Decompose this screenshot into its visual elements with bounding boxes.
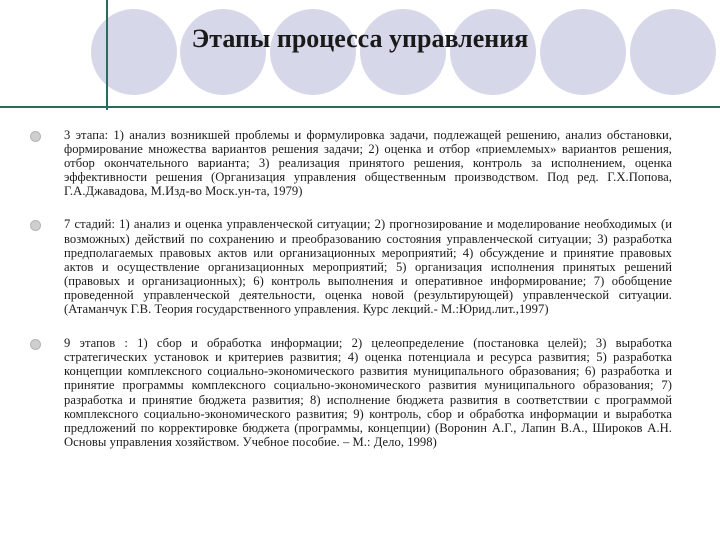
list-item <box>30 217 672 316</box>
bullet-icon <box>30 339 41 350</box>
header-decoration <box>0 0 720 120</box>
bullet-icon <box>30 131 41 142</box>
list-item-text: 7 стадий: 1) анализ и оценка управленческой ситуации; 2) прогнозирование и моделирование необходимых (и возможных) действий по сохранению и преобразованию состояния управленческой ситуации; 3) разработка предполагаемых правовых актов или организационных мероприятий; 4) обсуждение и принятие правовых актов и осуществление организационных мероприятий; 5) организация исполнения принятых решений (правовых и организационных); 6) контроль выполнения и оперативное информирование; 7) обобщение проведенной управленческой деятельности, оценка новой (результирующей) управленческой ситуации. (Атаманчук Г.В. Теория государственного управления. Курс лекций.- М.:Юрид.лит.,1997) <box>64 217 672 317</box>
list-item <box>30 336 672 449</box>
page-title: Этапы процесса управления <box>191 24 529 53</box>
bullet-list <box>30 128 672 449</box>
list-item-text: 9 этапов : 1) сбор и обработка информации; 2) целеопределение (постановка целей); 3) выработка стратегических установок и критериев развития; 4) оценка потенциала и ресурса развития; 5) разработка концепции комплексного социально-экономического развития муниципального образования; 6) разработка и принятие программы комплексного социально-экономического развития муниципального образования; 7) разработка и принятие бюджета развития; 8) исполнение бюджета развития в соответствии с программой комплексного социально-экономического развития; 9) контроль, сбор и обработка информации и выработка предложений по корректировке бюджета (программы, концепции) (Воронин А.Г., Лапин В.А., Широков А.Н. Основы управления хозяйством. Учебное пособие. – М.: Дело, 1998) <box>64 336 672 449</box>
list-item <box>30 128 672 198</box>
list-item-text: 3 этапа: 1) анализ возникшей проблемы и формулировка задачи, подлежащей решению, анализ обстановки, формирование множества вариантов решения задачи; 2) оценка и отбор «приемлемых» вариантов решения, отбор окончательного варианта; 3) реализация принятого решения, контроль за исполнением, оценка эффективности решения (Организация управления общественным производством. Под ред. Г.Х.Попова, Г.А.Джавадова, М.Изд-во Моск.ун-та, 1979) <box>64 128 672 199</box>
bullet-icon <box>30 220 41 231</box>
